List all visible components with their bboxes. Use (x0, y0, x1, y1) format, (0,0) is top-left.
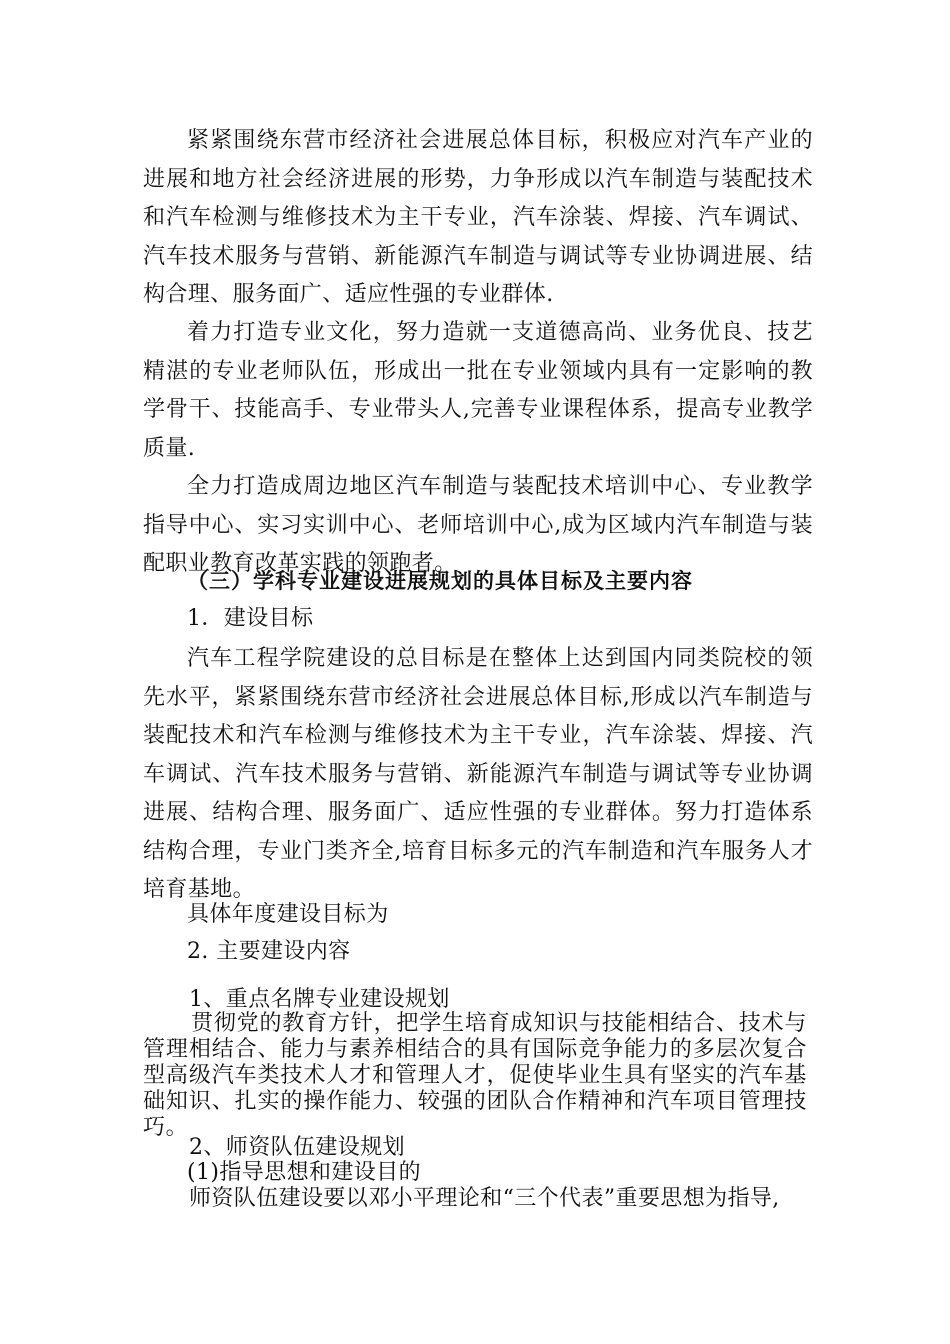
subheading-main-content: 2. 主要建设内容 (187, 939, 351, 964)
item-faculty-plan: 2、师资队伍建设规划 (189, 1135, 405, 1160)
paragraph-professional-culture: 着力打造专业文化，努力造就一支道德高尚、业务优良、技艺精湛的专业老师队伍，形成出一批在专业领域内具有一定影响的教学骨干、技能高手、专业带头人,完善专业课程体系，提高专业教学质量. (143, 320, 813, 461)
item-guiding-thought: (1)指导思想和建设目的 (187, 1160, 421, 1185)
paragraph-overall-goal: 紧紧围绕东营市经济社会进展总体目标，积极应对汽车产业的进展和地方社会经济进展的形势，力争形成以汽车制造与装配技术和汽车检测与维修技术为主干专业，汽车涂装、焊接、汽车调试、汽车技术服务与营销、新能源汽车制造与调试等专业协调进展、结构合理、服务面广、适应性强的专业群体. (143, 128, 813, 307)
section-heading-three: （三）学科专业建设进展规划的具体目标及主要内容 (187, 569, 693, 593)
paragraph-college-goal: 汽车工程学院建设的总目标是在整体上达到国内同类院校的领先水平，紧紧围绕东营市经济社会进展总体目标,形成以汽车制造与装配技术和汽车检测与维修技术为主干专业，汽车涂装、焊接、汽车调试、汽车技术服务与营销、新能源汽车制造与调试等专业协调进展、结构合理、服务面广、适应性强的专业群体。努力打造体系结构合理，专业门类齐全,培育目标多元的汽车制造和汽车服务人才培育基地。 (143, 646, 813, 902)
item-key-major-plan: 1、重点名牌专业建设规划 (189, 987, 450, 1012)
paragraph-education-policy: 贯彻党的教育方针，把学生培育成知识与技能相结合、技术与管理相结合、能力与素养相结合的具有国际竞争能力的多层次复合型高级汽车类技术人才和管理人才，促使毕业生具有坚实的汽车基础知识、扎实的操作能力、较强的团队合作精神和汽车项目管理技巧。 (143, 1011, 807, 1140)
paragraph-training-center: 全力打造成周边地区汽车制造与装配技术培训中心、专业教学指导中心、实习实训中心、老师培训中心,成为区域内汽车制造与装配职业教育改革实践的领跑者。 (143, 474, 813, 576)
subheading-build-goal: 1．建设目标 (187, 606, 314, 631)
paragraph-faculty-guidance: 师资队伍建设要以邓小平理论和“三个代表”重要思想为指导, (189, 1186, 780, 1211)
annual-goal-line: 具体年度建设目标为 (187, 902, 389, 927)
